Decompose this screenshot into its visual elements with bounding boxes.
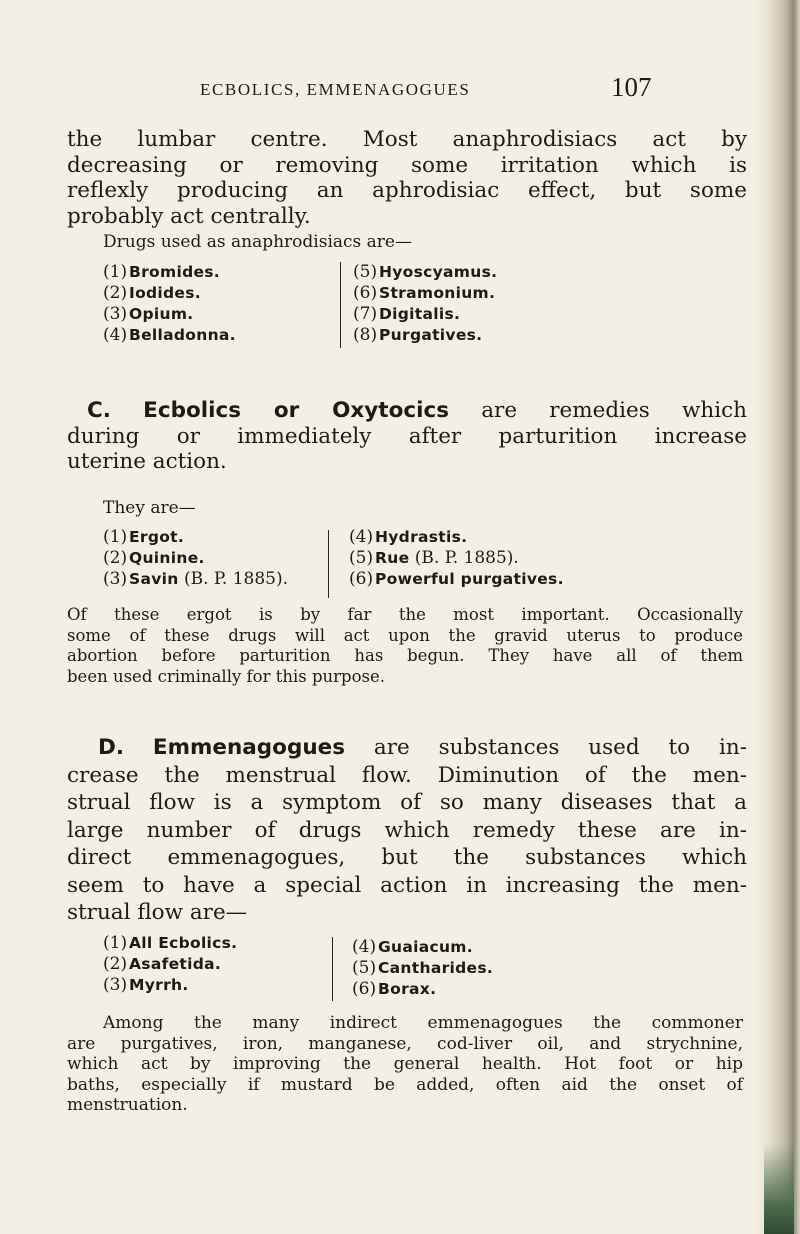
- section-d-paragraph: [67, 734, 747, 927]
- text-line: strual flow is a symptom of so many diseases that a: [67, 790, 747, 815]
- final-paragraph: [67, 1013, 743, 1116]
- text-line: Among the many indirect emmenagogues the commoner: [103, 1013, 743, 1033]
- ecbolics-intro: They are—: [103, 498, 196, 518]
- list-item: (3) Savin (B. P. 1885).: [103, 569, 289, 589]
- text-line: strual flow are—: [67, 900, 248, 925]
- text-line: D. Emmenagogues are substances used to in-: [98, 735, 747, 760]
- page-number: 107: [611, 72, 652, 102]
- list-item: (2) Iodides.: [103, 283, 201, 303]
- text-line: during or immediately after parturition increase: [67, 423, 747, 449]
- ecbolics-note-paragraph: [67, 605, 743, 687]
- section-label: D.: [98, 735, 125, 760]
- text-line: uterine action.: [67, 449, 227, 474]
- list-item: (6) Stramonium.: [353, 283, 496, 303]
- emmenagogues-list-right: [352, 937, 493, 1000]
- list-item: (2) Quinine.: [103, 548, 205, 568]
- list-item: (1) All Ecbolics.: [103, 933, 238, 953]
- paragraph-anaphrodisiacs: [67, 127, 747, 229]
- page-corner-shadow: [764, 1144, 794, 1234]
- anaphrodisiacs-intro: Drugs used as anaphrodisiacs are—: [103, 232, 412, 252]
- list-item: (1) Ergot.: [103, 527, 185, 547]
- text-line: menstruation.: [67, 1095, 188, 1115]
- text-line: are purgatives, iron, manganese, cod-liver oil, and strychnine,: [67, 1033, 743, 1054]
- section-heading: Emmenagogues: [152, 735, 346, 760]
- text-line: baths, especially if mustard be added, often aid the onset of: [67, 1074, 743, 1095]
- section-c-paragraph: [67, 398, 747, 475]
- section-label: C.: [87, 398, 111, 423]
- list-item: (4) Belladonna.: [103, 325, 236, 345]
- list-item: (3) Myrrh.: [103, 975, 189, 995]
- page-edge-shadow: [756, 0, 800, 1234]
- text-line: crease the menstrual flow. Diminution of the men-: [67, 762, 747, 788]
- list-item: (6) Powerful purgatives.: [349, 569, 564, 589]
- text-line: the lumbar centre. Most anaphrodisiacs act by: [67, 127, 747, 152]
- text-line: probably act centrally.: [67, 203, 311, 229]
- column-divider: [328, 530, 329, 598]
- text-line: seem to have a special action in increasing the men-: [67, 872, 747, 898]
- text-line: C. Ecbolics or Oxytocics are remedies which: [87, 398, 747, 423]
- text-line: direct emmenagogues, but the substances which: [67, 845, 747, 870]
- text-line: reflexly producing an aphrodisiac effect, but some: [67, 178, 747, 203]
- text-line: abortion before parturition has begun. They have all of them: [67, 646, 743, 665]
- text-line: decreasing or removing some irritation which is: [67, 152, 747, 178]
- list-item: (2) Asafetida.: [103, 954, 222, 974]
- list-item: (7) Digitalis.: [353, 304, 461, 324]
- column-divider: [340, 262, 341, 348]
- list-item: (5) Hyoscyamus.: [353, 262, 498, 282]
- running-title: ECBOLICS, EMMENAGOGUES: [200, 80, 471, 99]
- text-line: some of these drugs will act upon the gravid uterus to produce: [67, 625, 743, 645]
- text-line: been used criminally for this purpose.: [67, 666, 386, 686]
- list-item: (3) Opium.: [103, 304, 194, 324]
- anaphrodisiacs-list-left: [103, 262, 236, 346]
- column-divider: [332, 937, 333, 1001]
- list-item: (1) Bromides.: [103, 262, 220, 282]
- section-heading: Ecbolics or Oxytocics: [143, 398, 450, 423]
- list-item: (5) Cantharides.: [352, 958, 494, 978]
- list-item: (6) Borax.: [352, 979, 437, 999]
- text-line: Of these ergot is by far the most important. Occasionally: [67, 605, 743, 624]
- list-item: (4) Hydrastis.: [349, 527, 468, 547]
- text-line: which act by improving the general health. Hot foot or hip: [67, 1054, 743, 1074]
- anaphrodisiacs-list-right: [353, 262, 497, 346]
- list-item: (8) Purgatives.: [353, 325, 483, 345]
- ecbolics-list-left: [103, 527, 288, 590]
- list-item: (4) Guaiacum.: [352, 937, 473, 957]
- list-item: (5) Rue (B. P. 1885).: [349, 548, 519, 568]
- emmenagogues-list-left: [103, 933, 237, 996]
- ecbolics-list-right: [349, 527, 564, 590]
- text-line: large number of drugs which remedy these are in-: [67, 817, 747, 843]
